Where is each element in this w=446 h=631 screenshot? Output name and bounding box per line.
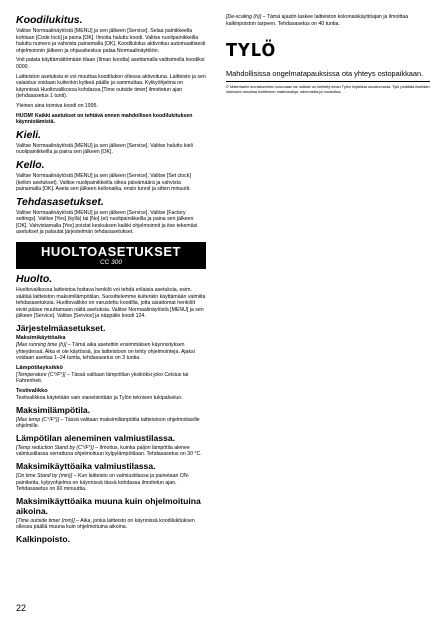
param-temp-reduction-desc: – Ilmoitus, kuinka paljon lämpötila alenee valmiustilassa verrattuna ohjelmoituun kylpylämpötilaan. Tehdasasetus on 30 °C.	[16, 444, 202, 458]
param-descaling: [De-scaling (h)]	[226, 14, 262, 20]
sub-lampotilayksikko: Lämpötilayksikkö	[16, 364, 63, 371]
heading-jarjestelma: Järjestelmäasetukset.	[16, 323, 106, 334]
maksimikayttoaika-body	[16, 342, 206, 362]
sub-testivalikko: Testivalikko	[16, 388, 48, 394]
kieli-p1: Valitse Normaalinäytöstä [MENU] ja sen jälkeen [Service]. Valitse haluttu kieli nuolipainikkeilla ja paina sen jälkeen [OK].	[16, 142, 193, 156]
banner-subtitle: CC 300	[99, 259, 123, 267]
param-on-time-desc: – Kun laitteisto on valmiustilassa ja painetaan ON-painiketta, kylpyohjelma on käynnissä tässä kohdassa ilmoitetun ajan. Tehdasasetus on 60 minuuttia.	[16, 472, 190, 493]
heading-valmiustila: Maksimikäyttöaika valmiustilassa.	[16, 460, 156, 471]
param-temperature: [Temperature (C°/F°)]	[16, 371, 66, 378]
heading-koodilukitus: Koodilukitus.	[16, 14, 83, 26]
tehdas-p1: Valitse Normaalinäytöstä [MENU] ja sen jälkeen [Service]. Valitse [Factory settings]. Valitse [Yes] (kyllä) tai [No] (ei) nuolipainikkeilla ja paina sen jälkeen [OK]. Vahvistamalla [Yes] poistat keskuksen kaikki ohjelmoinnit ja itse tekemäsi asetukset ja palautat järjestelmän tehdasasetukset.	[16, 209, 198, 236]
kello-p1: Valitse Normaalinäytöstä [MENU] ja sen jälkeen [Service]. Valitse [Set clock] (kellon asetukset). Valitse nuolipainikkeilla oikea päivämäärä ja vahvista painamalla [OK]. Aseta sen jälkeen kellonaika, ensin tunnit ja sitten minuutit.	[16, 172, 191, 193]
heading-tehdasasetukset: Tehdasasetukset.	[16, 195, 104, 208]
param-temp-reduction: [Temp reduction Stand by (C°/F°)]	[16, 444, 94, 451]
heading-kello: Kello.	[16, 158, 45, 171]
divider-rule	[226, 81, 430, 82]
testivalikko-body: Testivalikkoa käytetään vain vianetsintään ja Tylön teknisen tukipalvelun.	[16, 395, 183, 401]
descaling-body	[226, 14, 430, 27]
param-max-running-desc: – Tämä aika asetettiin ensimmäisen käynnistyksen yhteydessä. Aika ei ole käytössä, jos laitteistoon on tehty ohjelmointeja. Ajaksi voidaan asettaa 1–24 tuntia, tehdasasetus on 3 tuntia.	[16, 342, 195, 362]
param-on-time: [On time Stand by (min)]	[16, 472, 73, 479]
left-column	[16, 14, 206, 546]
koodilukitus-note: HUOM! Kaikki asetukset on tehtävä ennen mahdollisen koodilukituksen käynnistämistä.	[16, 112, 193, 126]
banner-title: HUOLTOASETUKSET	[41, 244, 181, 260]
param-time-outside: [Time outside timer (min)]	[16, 517, 75, 524]
heading-muuna: Maksimikäyttöaika muuna kuin ohjelmoituina aikoina.	[16, 495, 201, 516]
heading-huolto: Huolto.	[16, 273, 53, 286]
valmiustila-body	[16, 473, 206, 493]
koodilukitus-p2: Voit palata käyttämättömään tilaan (Ilman koodia) asettamalla valitsimella koodiksi 0000.	[16, 57, 205, 70]
tylo-logo: TYLÖ	[226, 40, 277, 62]
huolto-p1: Huoltovalikossa laitteistoa hoitava henkilö voi tehdä erilaisia asetuksia, esim. säätää laitteiston maksimilämpötilan. Suosittelemme kuitenkin käyttämään valmiita tehdasasetuksia. Huoltovalikko on varustettu koodilla, jotta asiattomat henkilöt eivät pääse muuttamaan näitä asetuksia. Valitse Normaalinäytöstä [MENU] ja sen jälkeen [Service]. Valitse [Service] ja näppäile koodi 124.	[16, 287, 206, 320]
right-column	[226, 14, 430, 94]
param-max-running: [Max running time (h)]	[16, 342, 67, 349]
koodilukitus-p3: Laitteiston asetuksia ei voi muuttaa koodilukon ollessa aktivoituna. Laitteisto ja sen valaistus voidaan kuitenkin kytkeä päälle ja sammuttaa. Kytkyöhjelma on käynnissä Huoltovalikossa kohdassa [Time outside timer] ilmoitetun ajan (tehdasasetus 1 tunti).	[16, 73, 206, 100]
heading-kalkinpoisto: Kalkinpoisto.	[16, 533, 70, 544]
param-temperature-desc: – Tässä valitaan lämpötilan yksiköksi joko Celsius tai Fahrenheit.	[16, 371, 189, 385]
param-max-temp-desc: – Tässä valitaan maksimilämpötila laitteistoon ohjelmoitaville ohjelmille.	[16, 416, 200, 430]
param-descaling-desc: – Tämä ajastin laskee laitteiston kokonaiskäyttöajan ja ilmoittaa kalkinpoiston tarpeen. Tehdasasetus on 40 tuntia.	[226, 14, 409, 27]
heading-kieli: Kieli.	[16, 128, 42, 141]
param-max-temp: [Max temp (C°/F°)]	[16, 416, 60, 423]
page-number: 22	[16, 603, 27, 613]
maksimilampotila-body	[16, 417, 206, 430]
support-slogan: Mahdollisissa ongelmatapauksissa ota yhteys ostopaikkaan.	[226, 69, 424, 79]
param-time-outside-desc: – Aika, jonka laitteisto on käynnissä koodilukituksen ollessa päällä muuna kuin ohjelmoituina aikoina.	[16, 517, 195, 531]
heading-alentaminen: Lämpötilan aleneminen valmiustilassa.	[16, 432, 176, 443]
muuna-body	[16, 518, 206, 531]
heading-maksimilampotila: Maksimilämpötila.	[16, 404, 91, 415]
section-banner	[16, 242, 206, 269]
copyright-notice: © Materiaalin monistaminen kokonaan tai osittain on kielletty ilman Tylön kirjallista suostumusta. Tylö pidättää itsellään oikeuden muuttaa kuitteiston materiaaleja, rakennetta ja muotoilua.	[226, 84, 430, 95]
logo-area	[226, 41, 430, 63]
alentaminen-body	[16, 445, 206, 458]
sub-maksimikayttoaika: Maksimikäyttöaika	[16, 335, 66, 342]
koodilukitus-p4: Yleinen aina toimiva koodi on 1995.	[16, 102, 98, 109]
lampotilayksikko-body	[16, 372, 206, 385]
koodilukitus-p1: Valitse Normaalinäytöstä [MENU] ja sen jälkeen [Service]. Selaa painikkeella kohtaan [Code lock] ja paina [OK]. Ilmoita haluttu koodi. Valitse nuolipainikkeilla haluttu numero ja vahvista painamalla [OK]. Koodilukitus aktivoituu automaattisesti ohjelmoinnin jälkeen ja ohjauskeskus palaa Normaalinäyttöön.	[16, 28, 206, 54]
